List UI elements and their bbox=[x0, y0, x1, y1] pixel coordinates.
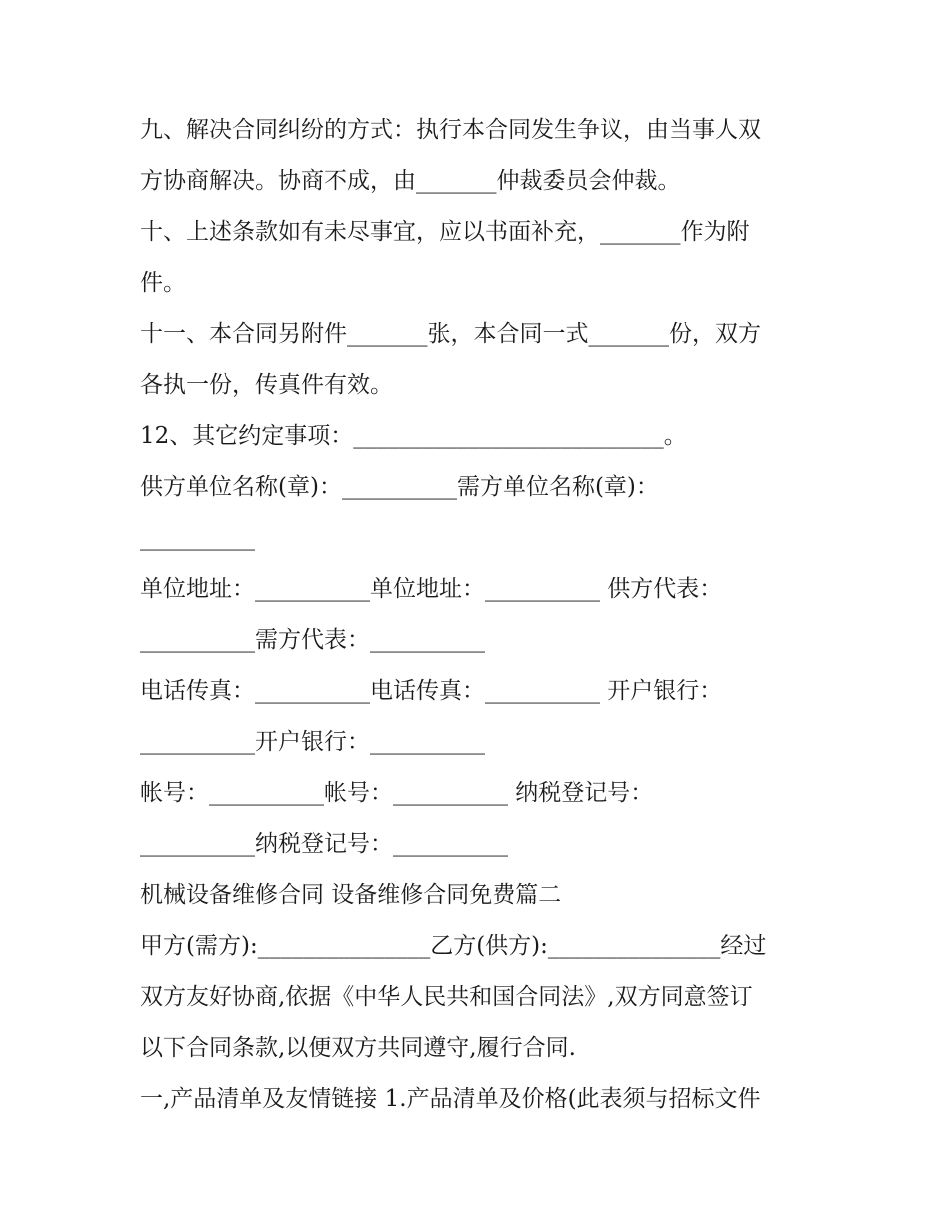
clause-9-line-1: 九、解决合同纠纷的方式：执行本合同发生争议，由当事人双 bbox=[140, 117, 761, 143]
clause-12-line: 12、其它约定事项：___________________________。 bbox=[140, 423, 687, 449]
clause-10-line-1: 十、上述条款如有未尽事宜，应以书面补充，_______作为附 bbox=[140, 219, 750, 245]
preamble-line-2: 以下合同条款,以便双方共同遵守,履行合同. bbox=[140, 1035, 576, 1061]
parties-line: 甲方(需方):_______________乙方(供方):_______________经过 bbox=[140, 933, 767, 959]
clause-10-line-2: 件。 bbox=[140, 270, 186, 296]
clause-9-line-2: 方协商解决。协商不成，由_______仲裁委员会仲裁。 bbox=[140, 168, 681, 194]
unit-name-blank-line: __________ bbox=[140, 525, 255, 551]
bank-line: __________开户银行：__________ bbox=[140, 729, 485, 755]
clause-11-line-1: 十一、本合同另附件_______张，本合同一式_______份，双方 bbox=[140, 321, 761, 347]
clause-11-line-2: 各执一份，传真件有效。 bbox=[140, 372, 393, 398]
section-heading: 机械设备维修合同 设备维修合同免费篇二 bbox=[140, 882, 562, 908]
representative-line: __________需方代表：__________ bbox=[140, 627, 485, 653]
unit-name-line: 供方单位名称(章)：__________需方单位名称(章)： bbox=[140, 474, 659, 500]
tax-registration-line: __________纳税登记号：__________ bbox=[140, 831, 508, 857]
phone-fax-line: 电话传真：__________电话传真：__________ 开户银行： bbox=[140, 678, 723, 704]
address-line: 单位地址：__________单位地址：__________ 供方代表： bbox=[140, 576, 723, 602]
product-list-line: 一,产品清单及友情链接 1.产品清单及价格(此表须与招标文件 bbox=[140, 1086, 761, 1112]
preamble-line-1: 双方友好协商,依据《中华人民共和国合同法》,双方同意签订 bbox=[140, 984, 753, 1010]
account-line: 帐号：__________帐号：__________ 纳税登记号： bbox=[140, 780, 654, 806]
